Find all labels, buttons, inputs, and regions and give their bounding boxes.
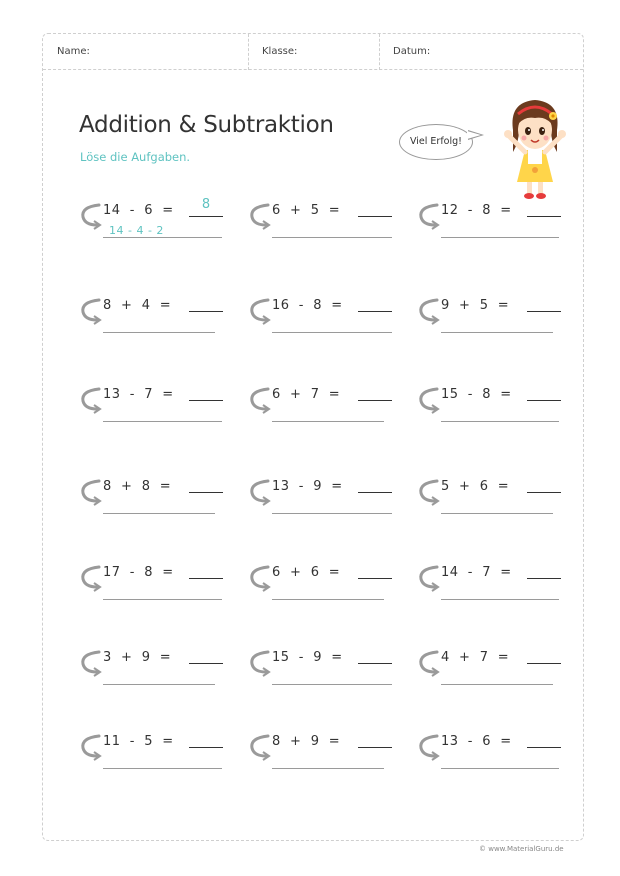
problem-expression: 17 - 8 =	[103, 565, 174, 580]
work-line[interactable]	[103, 768, 222, 769]
problem-expression: 9 + 5 =	[441, 298, 510, 313]
problem-item	[441, 387, 571, 431]
curved-arrow-icon	[79, 726, 103, 762]
answer-blank[interactable]	[358, 747, 392, 748]
speech-bubble-tail-inner	[467, 131, 481, 139]
work-line[interactable]	[441, 599, 559, 600]
problem-item	[272, 479, 402, 523]
problem-expression: 15 - 9 =	[272, 650, 343, 665]
problem-item	[272, 734, 402, 778]
date-field[interactable]	[379, 34, 585, 70]
curved-arrow-icon	[79, 379, 103, 415]
answer-blank[interactable]	[358, 216, 392, 217]
problem-item	[272, 650, 402, 694]
answer-blank[interactable]	[527, 311, 561, 312]
curved-arrow-icon	[417, 290, 441, 326]
work-line[interactable]	[272, 599, 384, 600]
answer-blank[interactable]	[358, 311, 392, 312]
answer-blank[interactable]	[527, 747, 561, 748]
work-line[interactable]	[103, 237, 222, 238]
work-line[interactable]	[441, 513, 553, 514]
problem-expression: 8 + 9 =	[272, 734, 341, 749]
header-bar	[43, 34, 583, 70]
problem-expression: 8 + 8 =	[103, 479, 172, 494]
problem-expression: 6 + 5 =	[272, 203, 341, 218]
work-line[interactable]	[103, 684, 215, 685]
work-line[interactable]	[272, 237, 392, 238]
answer-blank[interactable]	[358, 663, 392, 664]
problem-expression: 13 - 9 =	[272, 479, 343, 494]
page-title: Addition & Subtraktion	[79, 112, 334, 138]
work-steps: 14 - 4 - 2	[109, 224, 164, 237]
work-line[interactable]	[441, 684, 553, 685]
problem-expression: 3 + 9 =	[103, 650, 172, 665]
problem-expression: 8 + 4 =	[103, 298, 172, 313]
answer-blank[interactable]	[527, 492, 561, 493]
problem-expression: 6 + 7 =	[272, 387, 341, 402]
class-field[interactable]	[248, 34, 379, 70]
problem-item	[272, 565, 402, 609]
work-line[interactable]	[103, 513, 215, 514]
curved-arrow-icon	[79, 642, 103, 678]
curved-arrow-icon	[417, 642, 441, 678]
problem-expression: 14 - 6 =	[103, 203, 174, 218]
problem-item	[272, 387, 402, 431]
problem-expression: 16 - 8 =	[272, 298, 343, 313]
problem-expression: 12 - 8 =	[441, 203, 512, 218]
worksheet	[42, 33, 584, 841]
work-line[interactable]	[441, 768, 559, 769]
work-line[interactable]	[272, 421, 384, 422]
problem-item	[272, 298, 402, 342]
curved-arrow-icon	[417, 557, 441, 593]
speech-bubble	[399, 124, 473, 160]
work-line[interactable]	[272, 513, 392, 514]
date-label: Datum:	[393, 46, 431, 57]
problem-item	[272, 203, 402, 247]
curved-arrow-icon	[417, 726, 441, 762]
problem-expression: 11 - 5 =	[103, 734, 174, 749]
problem-expression: 6 + 6 =	[272, 565, 341, 580]
problem-item	[103, 479, 233, 523]
problem-item	[103, 734, 233, 778]
curved-arrow-icon	[248, 379, 272, 415]
curved-arrow-icon	[79, 471, 103, 507]
girl-illustration-icon	[495, 94, 575, 202]
problem-expression: 5 + 6 =	[441, 479, 510, 494]
problem-item	[441, 565, 571, 609]
speech-bubble-text: Viel Erfolg!	[410, 136, 462, 147]
work-line[interactable]	[441, 237, 559, 238]
answer-blank[interactable]	[189, 400, 223, 401]
answer-blank[interactable]	[527, 400, 561, 401]
answer-blank[interactable]	[189, 311, 223, 312]
curved-arrow-icon	[248, 726, 272, 762]
answer-value: 8	[201, 197, 211, 212]
name-label: Name:	[57, 46, 90, 57]
answer-blank[interactable]	[527, 578, 561, 579]
curved-arrow-icon	[248, 195, 272, 231]
problem-expression: 13 - 6 =	[441, 734, 512, 749]
work-line[interactable]	[272, 684, 392, 685]
problem-item	[441, 203, 571, 247]
answer-blank[interactable]	[189, 578, 223, 579]
answer-blank[interactable]	[358, 492, 392, 493]
problem-item	[103, 197, 233, 247]
answer-blank[interactable]	[189, 216, 223, 217]
problem-item	[441, 298, 571, 342]
name-field[interactable]	[43, 34, 248, 70]
problem-item	[441, 650, 571, 694]
problem-item	[103, 565, 233, 609]
answer-blank[interactable]	[527, 663, 561, 664]
curved-arrow-icon	[417, 195, 441, 231]
curved-arrow-icon	[248, 642, 272, 678]
answer-blank[interactable]	[527, 216, 561, 217]
answer-blank[interactable]	[189, 492, 223, 493]
problem-item	[441, 479, 571, 523]
curved-arrow-icon	[417, 471, 441, 507]
class-label: Klasse:	[262, 46, 298, 57]
page-subtitle: Löse die Aufgaben.	[80, 150, 191, 164]
problem-item	[103, 650, 233, 694]
answer-blank[interactable]	[358, 578, 392, 579]
copyright-footer: © www.MaterialGuru.de	[479, 845, 564, 853]
problem-item	[103, 387, 233, 431]
curved-arrow-icon	[79, 557, 103, 593]
curved-arrow-icon	[248, 557, 272, 593]
work-line[interactable]	[103, 421, 222, 422]
work-line[interactable]	[441, 332, 553, 333]
answer-blank[interactable]	[189, 747, 223, 748]
work-line[interactable]	[272, 332, 392, 333]
problem-item	[103, 298, 233, 342]
problem-expression: 14 - 7 =	[441, 565, 512, 580]
curved-arrow-icon	[248, 290, 272, 326]
problem-expression: 15 - 8 =	[441, 387, 512, 402]
answer-blank[interactable]	[358, 400, 392, 401]
curved-arrow-icon	[79, 290, 103, 326]
work-line[interactable]	[103, 599, 222, 600]
curved-arrow-icon	[248, 471, 272, 507]
work-line[interactable]	[103, 332, 215, 333]
curved-arrow-icon	[79, 195, 103, 231]
problem-item	[441, 734, 571, 778]
problem-expression: 4 + 7 =	[441, 650, 510, 665]
answer-blank[interactable]	[189, 663, 223, 664]
problem-expression: 13 - 7 =	[103, 387, 174, 402]
work-line[interactable]	[441, 421, 559, 422]
work-line[interactable]	[272, 768, 384, 769]
curved-arrow-icon	[417, 379, 441, 415]
